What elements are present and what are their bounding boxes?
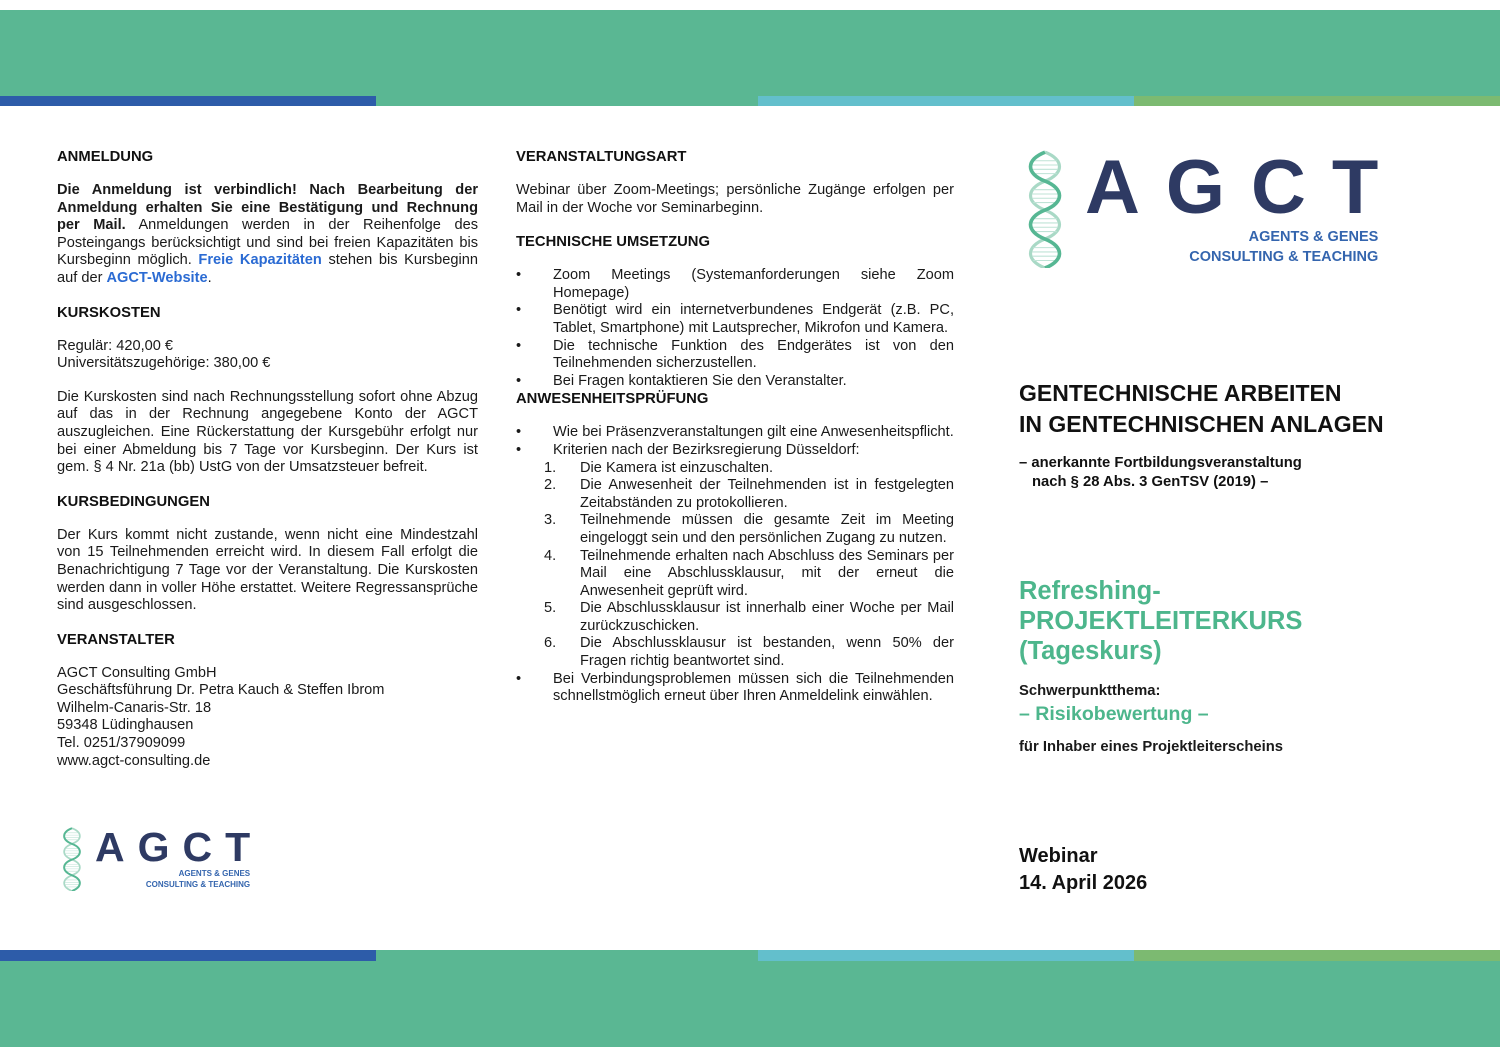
logo-tagline-2: CONSULTING & TEACHING bbox=[145, 880, 251, 890]
course-title-line-3: (Tageskurs) bbox=[1019, 637, 1162, 665]
logo-tagline-1: AGENTS & GENES bbox=[1248, 229, 1379, 245]
bottom-green-band bbox=[0, 961, 1500, 1047]
left-column bbox=[57, 148, 478, 897]
list-item bbox=[516, 671, 954, 706]
main-title-line-1: GENTECHNISCHE ARBEITEN bbox=[1019, 380, 1342, 406]
bar-segment-green bbox=[376, 950, 758, 961]
list-item-text: Wie bei Präsenzveranstaltungen gilt eine Anwesenheitspflicht. bbox=[553, 424, 954, 441]
audience-note: für Inhaber eines Projektleiterscheins bbox=[1019, 739, 1283, 755]
address-line-website: www.agct-consulting.de bbox=[57, 752, 211, 769]
kurskosten-paragraph: Die Kurskosten sind nach Rechnungsstellung sofort ohne Abzug auf das in der Rechnung angegebene Konto der AGCT auszugleichen. Eine Rückerstattung der Kursgebühr erfolgt nur bei einer Abmeldung bis 7 Tage vor Kursbeginn. Der Kurs ist gem. § 4 Nr. 21a (bb) UstG von der Umsatzsteuer befreit. bbox=[57, 388, 478, 476]
bullet-marker: • bbox=[516, 267, 522, 284]
bar-segment-teal bbox=[758, 96, 1134, 106]
heading-anmeldung: ANMELDUNG bbox=[57, 149, 154, 165]
bar-segment-light-green bbox=[1134, 950, 1500, 961]
logo-tagline-1: AGENTS & GENES bbox=[178, 869, 251, 879]
bullet-marker: • bbox=[516, 372, 522, 389]
logo-letters: AGCT bbox=[95, 824, 264, 871]
schwerpunkt-label: Schwerpunktthema: bbox=[1019, 683, 1161, 699]
number-marker: 5. bbox=[544, 600, 557, 617]
top-green-band bbox=[0, 10, 1500, 96]
numbered-item-text: Teilnehmende erhalten nach Abschluss des Seminars per Mail eine Abschlussklausur, mit der erneut die Anwesenheit geprüft wird. bbox=[580, 547, 954, 599]
number-marker: 6. bbox=[544, 635, 557, 652]
link-freie-kapazitaeten[interactable]: Freie Kapazitäten bbox=[198, 252, 322, 269]
list-item-text: Zoom Meetings (Systemanforderungen siehe Zoom Homepage) bbox=[553, 267, 954, 301]
number-marker: 1. bbox=[544, 459, 557, 476]
numbered-item-text: Die Anwesenheit der Teilnehmenden ist in festgelegten Zeitabständen zu protokollieren. bbox=[580, 477, 954, 511]
anmeldung-text-2: stehen bis Kursbeginn auf der bbox=[57, 252, 478, 286]
heading-kursbedingungen: KURSBEDINGUNGEN bbox=[57, 493, 210, 510]
bar-segment-teal bbox=[758, 950, 1134, 961]
list-item-text: Bei Fragen kontaktieren Sie den Veranstalter. bbox=[553, 372, 847, 389]
numbered-item-text: Teilnehmende müssen die gesamte Zeit im Meeting eingeloggt sein und den persönlichen Zugang zu nutzen. bbox=[580, 512, 954, 546]
heading-anwesenheitspruefung: ANWESENHEITSPRÜFUNG bbox=[516, 391, 709, 408]
subtitle-line-1: – anerkannte Fortbildungsveranstaltung bbox=[1019, 455, 1302, 471]
number-marker: 4. bbox=[544, 547, 557, 564]
veranstalter-address bbox=[57, 665, 478, 771]
bullet-marker: • bbox=[516, 302, 522, 319]
price-regular: Regulär: 420,00 € bbox=[57, 337, 174, 354]
numbered-item bbox=[544, 477, 954, 512]
bar-segment-blue bbox=[0, 950, 376, 961]
bar-segment-green bbox=[376, 96, 758, 106]
number-marker: 3. bbox=[544, 512, 557, 529]
address-line-company: AGCT Consulting GmbH bbox=[57, 664, 217, 681]
kurskosten-prices bbox=[57, 338, 478, 373]
anmeldung-paragraph bbox=[57, 182, 478, 288]
bottom-color-bar bbox=[0, 950, 1500, 961]
list-item bbox=[516, 302, 954, 337]
address-line-street: Wilhelm-Canaris-Str. 18 bbox=[57, 699, 212, 716]
numbered-item bbox=[544, 460, 954, 478]
course-title-line-2: PROJEKTLEITERKURS bbox=[1019, 607, 1303, 635]
technische-umsetzung-list bbox=[516, 267, 954, 390]
address-line-management: Geschäftsführung Dr. Petra Kauch & Steffen Ibrom bbox=[57, 682, 385, 699]
list-item-text: Benötigt wird ein internetverbundenes Endgerät (z.B. PC, Tablet, Smartphone) mit Lautsprecher, Mikrofon und Kamera. bbox=[553, 302, 954, 336]
list-item-text: Die technische Funktion des Endgerätes ist von den Teilnehmenden sicherzustellen. bbox=[553, 337, 954, 372]
list-item bbox=[516, 267, 954, 302]
veranstaltungsart-paragraph: Webinar über Zoom-Meetings; persönliche Zugänge erfolgen per Mail in der Woche vor Seminarbeginn. bbox=[516, 182, 954, 216]
kursbedingungen-paragraph: Der Kurs kommt nicht zustande, wenn nicht eine Mindestzahl von 15 Teilnehmenden erreicht wird. In diesem Fall erfolgt die Benachrichtigung 7 Tage vor der Veranstaltung. Die Kurskosten werden dann in voller Höhe erstattet. Weitere Regressansprüche sind ausgeschlossen. bbox=[57, 526, 478, 614]
dna-helix-icon bbox=[57, 827, 87, 897]
numbered-item bbox=[544, 548, 954, 601]
heading-kurskosten: KURSKOSTEN bbox=[57, 304, 161, 321]
middle-column bbox=[516, 148, 954, 706]
list-item bbox=[516, 424, 954, 442]
numbered-item-text: Die Kamera ist einzuschalten. bbox=[580, 459, 774, 476]
list-item-text: Kriterien nach der Bezirksregierung Düsseldorf: bbox=[553, 441, 860, 458]
list-item bbox=[516, 373, 954, 391]
anmeldung-text-1: Anmeldungen werden in der Reihenfolge des Posteingangs berücksichtigt und sind bei freien Kapazitäten bis Kursbeginn möglich. bbox=[57, 217, 478, 269]
logo-text-block bbox=[87, 824, 264, 890]
event-info bbox=[1019, 843, 1147, 897]
anmeldung-bold-intro: Die Anmeldung ist verbindlich! Nach Bearbeitung der Anmeldung erhalten Sie eine Bestätigung und Rechnung per Mail. bbox=[57, 182, 478, 234]
event-date: 14. April 2026 bbox=[1019, 872, 1148, 894]
main-title bbox=[1019, 378, 1384, 440]
agct-logo-large bbox=[1019, 145, 1405, 274]
logo-tagline-2: CONSULTING & TEACHING bbox=[1189, 249, 1379, 265]
price-university: Universitätszugehörige: 380,00 € bbox=[57, 355, 271, 372]
bar-segment-light-green bbox=[1134, 96, 1500, 106]
bullet-marker: • bbox=[516, 670, 522, 687]
address-line-city: 59348 Lüdinghausen bbox=[57, 717, 194, 734]
numbered-item bbox=[544, 635, 954, 670]
schwerpunkt-value: – Risikobewertung – bbox=[1019, 703, 1209, 725]
link-agct-website[interactable]: AGCT-Website bbox=[106, 269, 208, 286]
numbered-item-text: Die Abschlussklausur ist bestanden, wenn 50% der Fragen richtig beantwortet sind. bbox=[580, 635, 954, 670]
subtitle bbox=[1019, 454, 1302, 492]
numbered-item bbox=[544, 600, 954, 635]
bullet-marker: • bbox=[516, 337, 522, 354]
heading-technische-umsetzung: TECHNISCHE UMSETZUNG bbox=[516, 234, 711, 251]
bullet-marker: • bbox=[516, 424, 522, 441]
heading-veranstalter: VERANSTALTER bbox=[57, 631, 175, 648]
heading-veranstaltungsart: VERANSTALTUNGSART bbox=[516, 149, 687, 165]
numbered-item-text: Die Abschlussklausur ist innerhalb einer Woche per Mail zurückzuschicken. bbox=[580, 600, 954, 634]
event-type: Webinar bbox=[1019, 845, 1098, 867]
subtitle-line-2: nach § 28 Abs. 3 GenTSV (2019) – bbox=[1032, 474, 1269, 490]
anwesenheitspruefung-list bbox=[516, 424, 954, 706]
course-title bbox=[1019, 576, 1302, 666]
anmeldung-text-3: . bbox=[207, 269, 212, 286]
course-title-line-1: Refreshing- bbox=[1019, 577, 1161, 605]
bar-segment-blue bbox=[0, 96, 376, 106]
list-item bbox=[516, 442, 954, 460]
address-line-phone: Tel. 0251/37909099 bbox=[57, 735, 186, 752]
main-title-line-2: IN GENTECHNISCHEN ANLAGEN bbox=[1019, 411, 1384, 437]
agct-logo-small bbox=[57, 824, 478, 897]
top-color-bar bbox=[0, 96, 1500, 106]
logo-letters: AGCT bbox=[1085, 145, 1405, 230]
logo-text-block bbox=[1071, 145, 1405, 266]
dna-helix-icon bbox=[1019, 150, 1071, 274]
list-item-text: Bei Verbindungsproblemen müssen sich die Teilnehmenden schnellstmöglich erneut über Ihren Anmeldelink einwählen. bbox=[553, 670, 954, 705]
number-marker: 2. bbox=[544, 477, 557, 494]
bullet-marker: • bbox=[516, 441, 522, 458]
list-item bbox=[516, 338, 954, 373]
numbered-item bbox=[544, 512, 954, 547]
